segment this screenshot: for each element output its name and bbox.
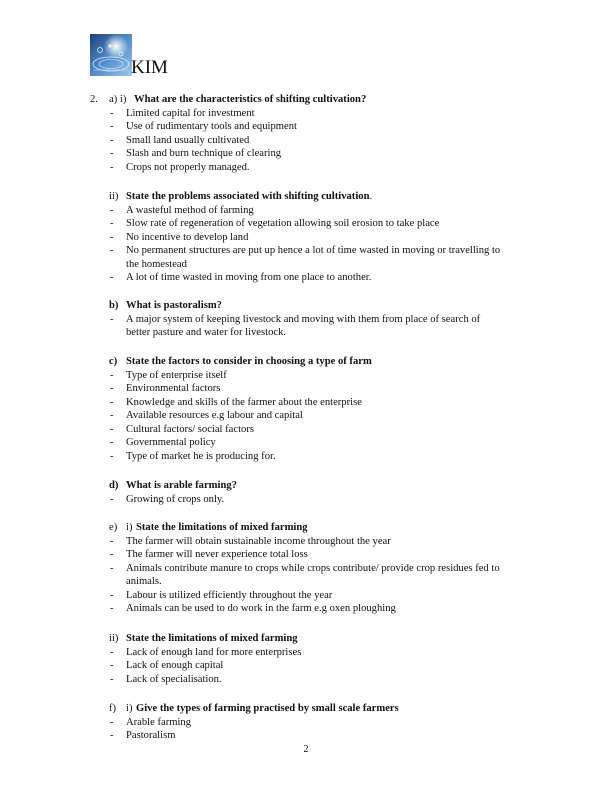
question-a-ii-heading: State the problems associated with shifting cultivation. (126, 191, 373, 202)
list-item: Slash and burn technique of clearing (126, 148, 282, 159)
list-item: Labour is utilized efficiently throughout the year (126, 589, 333, 601)
list-item: The farmer will never experience total loss (126, 549, 308, 560)
question-e-i-prefix: i) (126, 522, 133, 533)
question-number: 2. (90, 94, 98, 105)
list-item: A wasteful method of farming (126, 204, 254, 216)
question-b-prefix: b) (109, 300, 119, 311)
globe-tech-logo-icon (90, 34, 132, 76)
list-item: Type of enterprise itself (126, 369, 227, 381)
list-item: Environmental factors (126, 383, 221, 394)
list-item-continuation: the homestead (126, 258, 187, 270)
list-item: Growing of crops only. (126, 493, 225, 505)
list-item: Arable farming (126, 716, 192, 728)
list-item: Small land usually cultivated (126, 134, 250, 146)
list-item: Cultural factors/ social factors (126, 423, 254, 435)
list-item: Crops not properly managed. (126, 161, 250, 173)
question-c-prefix: c) (109, 356, 118, 367)
list-item: Limited capital for investment (126, 107, 255, 119)
logo-image (90, 34, 132, 76)
question-d-heading: What is arable farming? (126, 480, 237, 491)
list-item: Animals contribute manure to crops while crops contribute/ provide crop residues fed to (126, 562, 500, 574)
list-item: Pastoralism (126, 730, 176, 741)
question-a-prefix: a) i) (109, 94, 127, 105)
list-item: Lack of specialisation. (126, 673, 222, 685)
list-item: Available resources e.g labour and capital (126, 410, 303, 421)
list-item: Use of rudimentary tools and equipment (126, 121, 297, 132)
list-item: A lot of time wasted in moving from one place to another. (126, 272, 372, 283)
question-e-ii-heading: State the limitations of mixed farming (126, 633, 298, 644)
brand-name: KIM (131, 57, 168, 78)
question-e-i-heading: State the limitations of mixed farming (136, 522, 308, 533)
question-e-prefix: e) (109, 522, 118, 533)
question-f-prefix: f) (109, 703, 117, 714)
list-item: The farmer will obtain sustainable income throughout the year (126, 535, 391, 547)
list-item: Type of market he is producing for. (126, 450, 276, 462)
list-item-continuation: animals. (126, 576, 162, 587)
list-item: Lack of enough capital (126, 660, 224, 671)
question-a-i-heading: What are the characteristics of shifting cultivation? (134, 94, 367, 105)
list-item: No incentive to develop land (126, 231, 249, 243)
list-item: Slow rate of regeneration of vegetation allowing soil erosion to take place (126, 218, 440, 229)
list-item: A major system of keeping livestock and moving with them from place of search of (126, 313, 481, 325)
question-f-i-heading: Give the types of farming practised by small scale farmers (136, 703, 399, 714)
question-f-i-prefix: i) (126, 703, 133, 714)
question-e-ii-prefix: ii) (109, 633, 119, 644)
list-item: Animals can be used to do work in the farm e.g oxen ploughing (126, 603, 396, 614)
list-item-continuation: better pasture and water for livestock. (126, 327, 287, 338)
list-item: Lack of enough land for more enterprises (126, 646, 302, 658)
list-item: No permanent structures are put up hence a lot of time wasted in moving or travelling to (126, 245, 501, 256)
question-b-heading: What is pastoralism? (126, 300, 222, 311)
list-item: Governmental policy (126, 437, 216, 448)
question-c-heading: State the factors to consider in choosing a type of farm (126, 356, 372, 367)
question-a-ii-prefix: ii) (109, 191, 119, 202)
question-d-prefix: d) (109, 480, 119, 491)
page-number: 2 (303, 744, 309, 755)
list-item: Knowledge and skills of the farmer about the enterprise (126, 396, 362, 408)
